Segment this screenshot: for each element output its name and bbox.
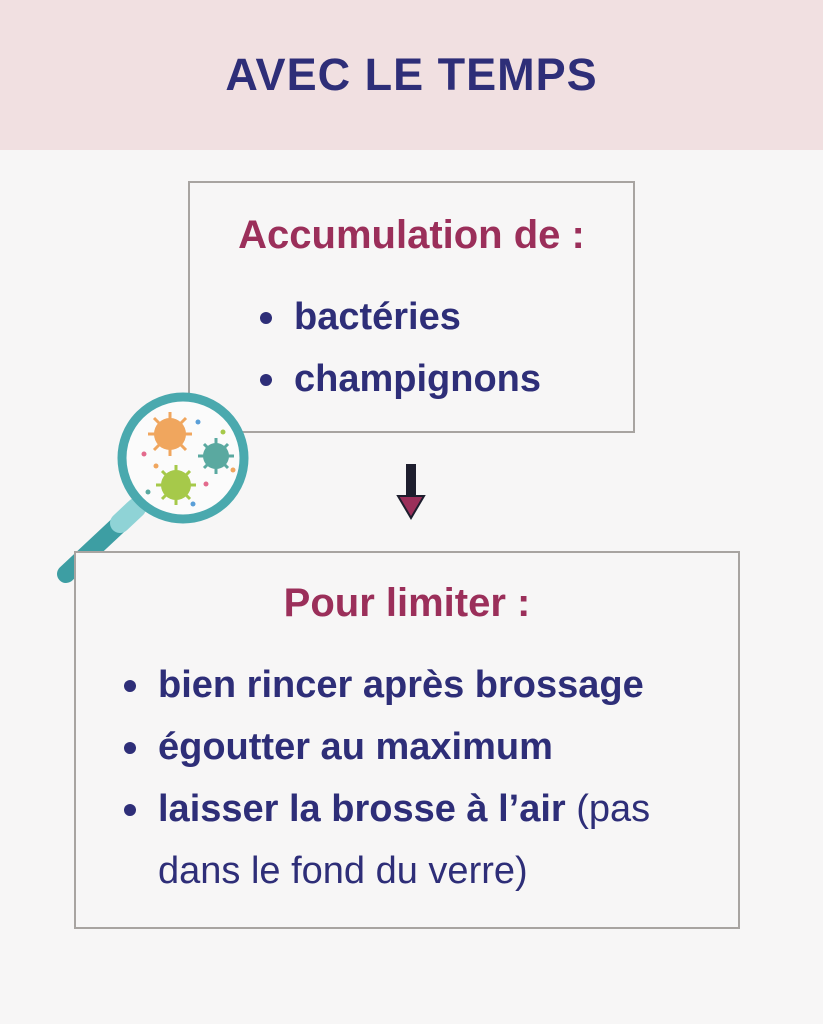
- page-title: AVEC LE TEMPS: [225, 49, 598, 100]
- limit-box: [74, 551, 740, 929]
- list-item-bold: bien rincer après brossage: [158, 664, 644, 706]
- accumulation-list: [260, 286, 633, 410]
- limit-list: [124, 654, 738, 902]
- arrow-down-icon: [396, 462, 428, 522]
- list-item: bactéries: [260, 286, 633, 348]
- list-item: champignons: [260, 348, 633, 410]
- list-item-note: (pas dans le fond du verre): [158, 788, 651, 892]
- list-item: [124, 654, 738, 716]
- list-item-bold: égoutter au maximum: [158, 726, 553, 768]
- list-item: [124, 778, 738, 902]
- accumulation-title: Accumulation de :: [238, 213, 585, 257]
- list-item-bold: laisser la brosse à l’air: [158, 788, 566, 830]
- header-banner: [0, 0, 823, 150]
- list-item: [124, 716, 738, 778]
- limit-title: Pour limiter :: [283, 581, 531, 625]
